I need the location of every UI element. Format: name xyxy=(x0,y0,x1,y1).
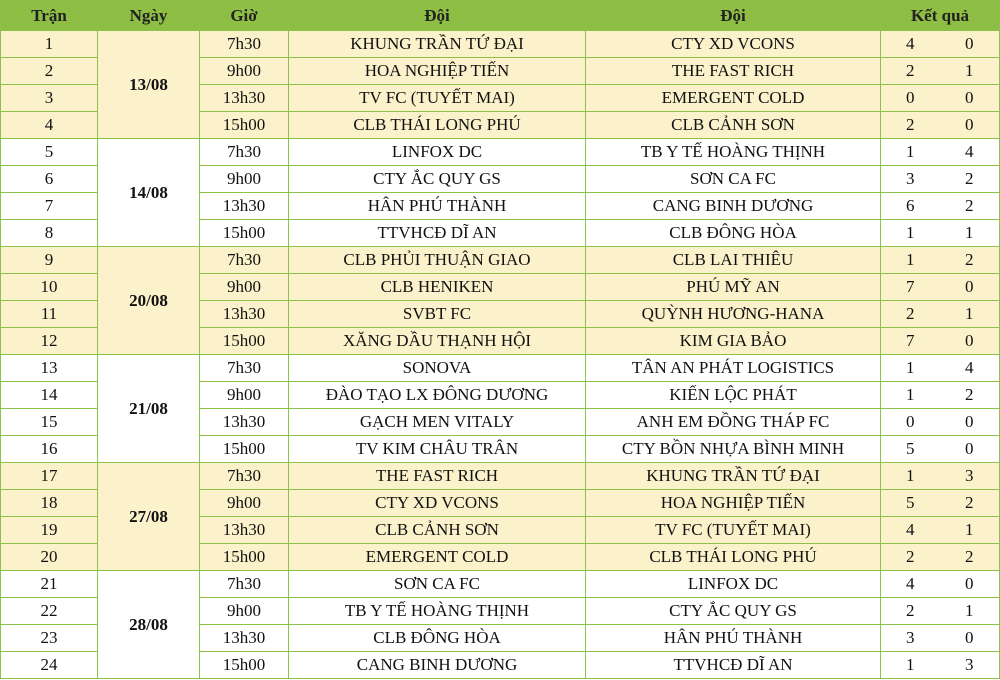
match-date: 13/08 xyxy=(98,31,200,139)
away-score: 0 xyxy=(940,436,1000,463)
match-time: 9h00 xyxy=(200,274,289,301)
home-team: KHUNG TRẦN TỨ ĐẠI xyxy=(289,31,586,58)
match-date: 21/08 xyxy=(98,355,200,463)
match-number: 13 xyxy=(1,355,98,382)
away-score: 2 xyxy=(940,193,1000,220)
home-team: CLB THÁI LONG PHÚ xyxy=(289,112,586,139)
home-team: CLB CẢNH SƠN xyxy=(289,517,586,544)
home-score: 6 xyxy=(881,193,940,220)
away-team: KIẾN LỘC PHÁT xyxy=(586,382,881,409)
home-team: XĂNG DẦU THẠNH HỘI xyxy=(289,328,586,355)
home-score: 1 xyxy=(881,382,940,409)
away-score: 0 xyxy=(940,274,1000,301)
home-score: 4 xyxy=(881,31,940,58)
home-team: CLB ĐÔNG HÒA xyxy=(289,625,586,652)
match-number: 3 xyxy=(1,85,98,112)
home-team: LINFOX DC xyxy=(289,139,586,166)
match-time: 15h00 xyxy=(200,436,289,463)
home-score: 7 xyxy=(881,328,940,355)
header-row xyxy=(1,1,1000,31)
match-number: 8 xyxy=(1,220,98,247)
home-score: 2 xyxy=(881,301,940,328)
away-team: HOA NGHIỆP TIẾN xyxy=(586,490,881,517)
away-score: 3 xyxy=(940,463,1000,490)
away-score: 2 xyxy=(940,382,1000,409)
away-score: 2 xyxy=(940,490,1000,517)
home-score: 0 xyxy=(881,85,940,112)
home-team: HÂN PHÚ THÀNH xyxy=(289,193,586,220)
match-number: 21 xyxy=(1,571,98,598)
match-number: 24 xyxy=(1,652,98,679)
away-team: CANG BINH DƯƠNG xyxy=(586,193,881,220)
match-time: 15h00 xyxy=(200,544,289,571)
home-score: 2 xyxy=(881,544,940,571)
home-score: 5 xyxy=(881,436,940,463)
match-number: 11 xyxy=(1,301,98,328)
home-team: CLB HENIKEN xyxy=(289,274,586,301)
home-team: THE FAST RICH xyxy=(289,463,586,490)
table-row xyxy=(1,571,1000,598)
home-score: 4 xyxy=(881,517,940,544)
away-score: 0 xyxy=(940,85,1000,112)
match-number: 18 xyxy=(1,490,98,517)
home-score: 5 xyxy=(881,490,940,517)
home-score: 2 xyxy=(881,112,940,139)
match-number: 19 xyxy=(1,517,98,544)
away-score: 2 xyxy=(940,544,1000,571)
home-score: 1 xyxy=(881,463,940,490)
match-number: 4 xyxy=(1,112,98,139)
home-team: CTY XD VCONS xyxy=(289,490,586,517)
table-row xyxy=(1,247,1000,274)
match-number: 20 xyxy=(1,544,98,571)
match-time: 9h00 xyxy=(200,598,289,625)
away-score: 4 xyxy=(940,355,1000,382)
home-team: CLB PHỦI THUẬN GIAO xyxy=(289,247,586,274)
match-number: 23 xyxy=(1,625,98,652)
match-number: 9 xyxy=(1,247,98,274)
home-team: SVBT FC xyxy=(289,301,586,328)
away-team: TB Y TẾ HOÀNG THỊNH xyxy=(586,139,881,166)
table-row xyxy=(1,139,1000,166)
away-score: 0 xyxy=(940,571,1000,598)
home-score: 1 xyxy=(881,247,940,274)
match-time: 7h30 xyxy=(200,139,289,166)
table-row xyxy=(1,463,1000,490)
away-score: 1 xyxy=(940,598,1000,625)
home-team: CTY ẮC QUY GS xyxy=(289,166,586,193)
match-date: 14/08 xyxy=(98,139,200,247)
away-score: 0 xyxy=(940,112,1000,139)
home-score: 2 xyxy=(881,598,940,625)
away-team: TTVHCĐ DĨ AN xyxy=(586,652,881,679)
away-score: 1 xyxy=(940,220,1000,247)
match-time: 7h30 xyxy=(200,463,289,490)
match-time: 13h30 xyxy=(200,193,289,220)
away-score: 0 xyxy=(940,31,1000,58)
home-score: 1 xyxy=(881,355,940,382)
away-team: ANH EM ĐỒNG THÁP FC xyxy=(586,409,881,436)
home-score: 1 xyxy=(881,139,940,166)
away-score: 1 xyxy=(940,517,1000,544)
home-score: 3 xyxy=(881,166,940,193)
match-number: 14 xyxy=(1,382,98,409)
away-team: QUỲNH HƯƠNG-HANA xyxy=(586,301,881,328)
match-number: 6 xyxy=(1,166,98,193)
match-time: 7h30 xyxy=(200,355,289,382)
home-team: TV FC (TUYẾT MAI) xyxy=(289,85,586,112)
away-team: KIM GIA BẢO xyxy=(586,328,881,355)
home-score: 1 xyxy=(881,652,940,679)
table-body xyxy=(1,31,1000,679)
away-score: 0 xyxy=(940,328,1000,355)
home-score: 7 xyxy=(881,274,940,301)
away-score: 4 xyxy=(940,139,1000,166)
match-time: 9h00 xyxy=(200,490,289,517)
header-time: Giờ xyxy=(200,1,289,31)
away-team: PHÚ MỸ AN xyxy=(586,274,881,301)
table-row xyxy=(1,31,1000,58)
home-score: 3 xyxy=(881,625,940,652)
home-team: TB Y TẾ HOÀNG THỊNH xyxy=(289,598,586,625)
match-time: 15h00 xyxy=(200,652,289,679)
header-result: Kết quả xyxy=(881,1,1000,31)
home-team: EMERGENT COLD xyxy=(289,544,586,571)
away-team: CTY ẮC QUY GS xyxy=(586,598,881,625)
match-time: 13h30 xyxy=(200,85,289,112)
home-team: SƠN CA FC xyxy=(289,571,586,598)
match-time: 7h30 xyxy=(200,247,289,274)
home-score: 4 xyxy=(881,571,940,598)
match-date: 28/08 xyxy=(98,571,200,679)
away-score: 1 xyxy=(940,58,1000,85)
away-team: SƠN CA FC xyxy=(586,166,881,193)
table-row xyxy=(1,355,1000,382)
home-score: 1 xyxy=(881,220,940,247)
away-team: CTY XD VCONS xyxy=(586,31,881,58)
match-number: 22 xyxy=(1,598,98,625)
match-number: 1 xyxy=(1,31,98,58)
home-team: HOA NGHIỆP TIẾN xyxy=(289,58,586,85)
match-time: 7h30 xyxy=(200,31,289,58)
header-team-away: Đội xyxy=(586,1,881,31)
match-time: 15h00 xyxy=(200,220,289,247)
away-team: EMERGENT COLD xyxy=(586,85,881,112)
match-date: 20/08 xyxy=(98,247,200,355)
match-date: 27/08 xyxy=(98,463,200,571)
away-team: CLB CẢNH SƠN xyxy=(586,112,881,139)
header-date: Ngày xyxy=(98,1,200,31)
away-team: CLB LAI THIÊU xyxy=(586,247,881,274)
away-team: THE FAST RICH xyxy=(586,58,881,85)
match-time: 13h30 xyxy=(200,625,289,652)
header-team-home: Đội xyxy=(289,1,586,31)
header-match-no: Trận xyxy=(1,1,98,31)
match-number: 12 xyxy=(1,328,98,355)
away-score: 0 xyxy=(940,625,1000,652)
away-team: CTY BỒN NHỰA BÌNH MINH xyxy=(586,436,881,463)
away-score: 1 xyxy=(940,301,1000,328)
match-number: 2 xyxy=(1,58,98,85)
home-team: SONOVA xyxy=(289,355,586,382)
match-number: 17 xyxy=(1,463,98,490)
away-score: 3 xyxy=(940,652,1000,679)
match-time: 13h30 xyxy=(200,301,289,328)
match-number: 10 xyxy=(1,274,98,301)
home-score: 0 xyxy=(881,409,940,436)
home-team: TV KIM CHÂU TRÂN xyxy=(289,436,586,463)
table-header xyxy=(1,1,1000,31)
away-team: TV FC (TUYẾT MAI) xyxy=(586,517,881,544)
home-team: TTVHCĐ DĨ AN xyxy=(289,220,586,247)
match-number: 5 xyxy=(1,139,98,166)
home-team: CANG BINH DƯƠNG xyxy=(289,652,586,679)
match-time: 15h00 xyxy=(200,112,289,139)
away-team: LINFOX DC xyxy=(586,571,881,598)
away-team: KHUNG TRẦN TỨ ĐẠI xyxy=(586,463,881,490)
home-team: GẠCH MEN VITALY xyxy=(289,409,586,436)
home-score: 2 xyxy=(881,58,940,85)
match-time: 9h00 xyxy=(200,166,289,193)
away-score: 2 xyxy=(940,247,1000,274)
away-team: HÂN PHÚ THÀNH xyxy=(586,625,881,652)
match-time: 9h00 xyxy=(200,382,289,409)
match-time: 15h00 xyxy=(200,328,289,355)
home-team: ĐÀO TẠO LX ĐÔNG DƯƠNG xyxy=(289,382,586,409)
match-time: 13h30 xyxy=(200,517,289,544)
away-score: 2 xyxy=(940,166,1000,193)
away-team: TÂN AN PHÁT LOGISTICS xyxy=(586,355,881,382)
away-team: CLB THÁI LONG PHÚ xyxy=(586,544,881,571)
away-score: 0 xyxy=(940,409,1000,436)
match-time: 13h30 xyxy=(200,409,289,436)
match-number: 7 xyxy=(1,193,98,220)
match-time: 9h00 xyxy=(200,58,289,85)
match-time: 7h30 xyxy=(200,571,289,598)
match-number: 16 xyxy=(1,436,98,463)
match-number: 15 xyxy=(1,409,98,436)
away-team: CLB ĐÔNG HÒA xyxy=(586,220,881,247)
